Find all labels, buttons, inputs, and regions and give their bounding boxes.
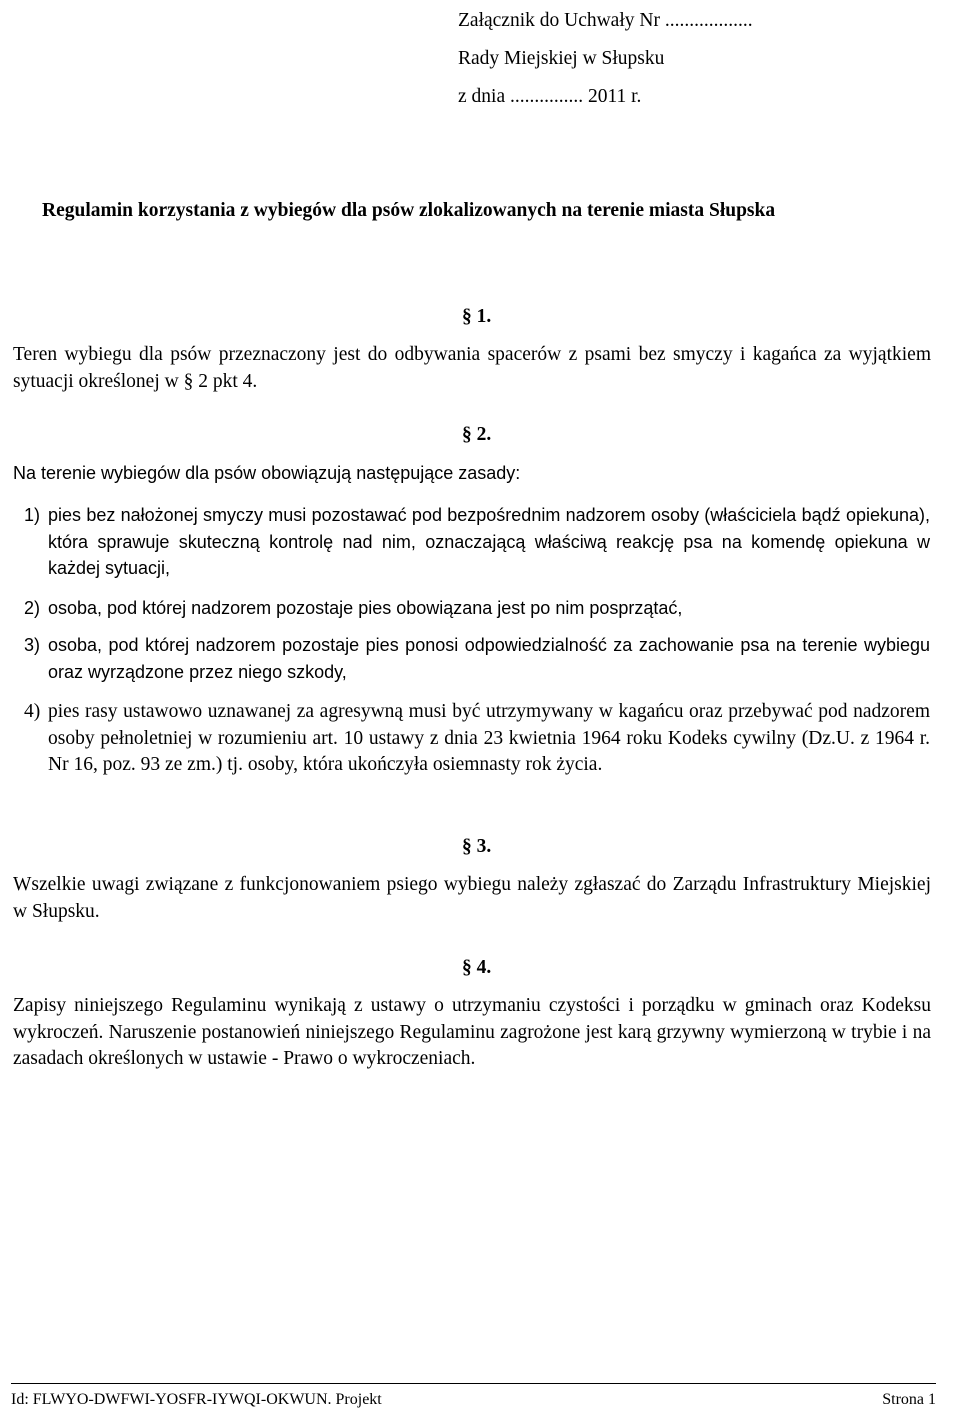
rule-3-text: osoba, pod której nadzorem pozostaje pies ponosi odpowiedzialność za zachowanie psa na terenie wybiegu oraz wyrządzone przez niego szkody, (48, 635, 930, 682)
rule-2 (24, 595, 930, 622)
rule-1-text: pies bez nałożonej smyczy musi pozostawać pod bezpośrednim nadzorem osoby (właściciela bądź opiekuna), która sprawuje skuteczną kontrolę nad nim, oznaczającą właściwą reakcję psa na komendę opiekuna w każdej sytuacji, (48, 505, 930, 578)
council-line: Rady Miejskiej w Słupsku (458, 48, 665, 69)
rule-4 (24, 699, 930, 779)
rule-3-number: 3) (24, 635, 41, 655)
section-3-mark: § 3. (462, 836, 492, 857)
date-line: z dnia ............... 2011 r. (458, 86, 642, 107)
rule-2-number: 2) (24, 598, 41, 618)
section-1-text: Teren wybiegu dla psów przeznaczony jest do odbywania spacerów z psami bez smyczy i kagańca za wyjątkiem sytuacji określonej w § 2 pkt 4. (13, 344, 931, 392)
section-2-intro: Na terenie wybiegów dla psów obowiązują następujące zasady: (13, 463, 521, 483)
rule-2-text: osoba, pod której nadzorem pozostaje pies obowiązana jest po nim posprzątać, (48, 598, 683, 618)
rule-1-number: 1) (24, 505, 41, 525)
document-id: Id: FLWYO-DWFWI-YOSFR-IYWQI-OKWUN. Projekt (11, 1391, 382, 1408)
section-2-mark: § 2. (462, 424, 492, 445)
document-title: Regulamin korzystania z wybiegów dla psów zlokalizowanych na terenie miasta Słupska (42, 200, 776, 221)
rule-4-number: 4) (24, 701, 41, 722)
section-4-text: Zapisy niniejszego Regulaminu wynikają z ustawy o utrzymaniu czystości i porządku w gminach oraz Kodeksu wykroczeń. Naruszenie postanowień niniejszego Regulaminu zagrożone jest karą grzywny wymierzoną w trybie i na zasadach określonych w ustawie - Prawo o wykroczeniach. (13, 995, 931, 1069)
footer-divider (11, 1383, 936, 1384)
section-4-mark: § 4. (462, 957, 492, 978)
page-number: Strona 1 (882, 1391, 936, 1408)
rule-1 (24, 502, 930, 582)
rule-4-text: pies rasy ustawowo uznawanej za agresywną musi być utrzymywany w kagańcu oraz przebywać pod nadzorem osoby pełnoletniej w rozumieniu art. 10 ustawy z dnia 23 kwietnia 1964 roku Kodeks cywilny (Dz.U. z 1964 r. Nr 16, poz. 93 ze zm.) tj. osoby, która ukończyła osiemnasty rok życia. (48, 701, 930, 775)
section-3-text: Wszelkie uwagi związane z funkcjonowaniem psiego wybiegu należy zgłaszać do Zarządu Infrastruktury Miejskiej w Słupsku. (13, 874, 931, 922)
rule-3 (24, 632, 930, 685)
attachment-line: Załącznik do Uchwały Nr .................. (458, 10, 753, 31)
section-1-mark: § 1. (462, 306, 492, 327)
attachment-header (458, 2, 753, 116)
